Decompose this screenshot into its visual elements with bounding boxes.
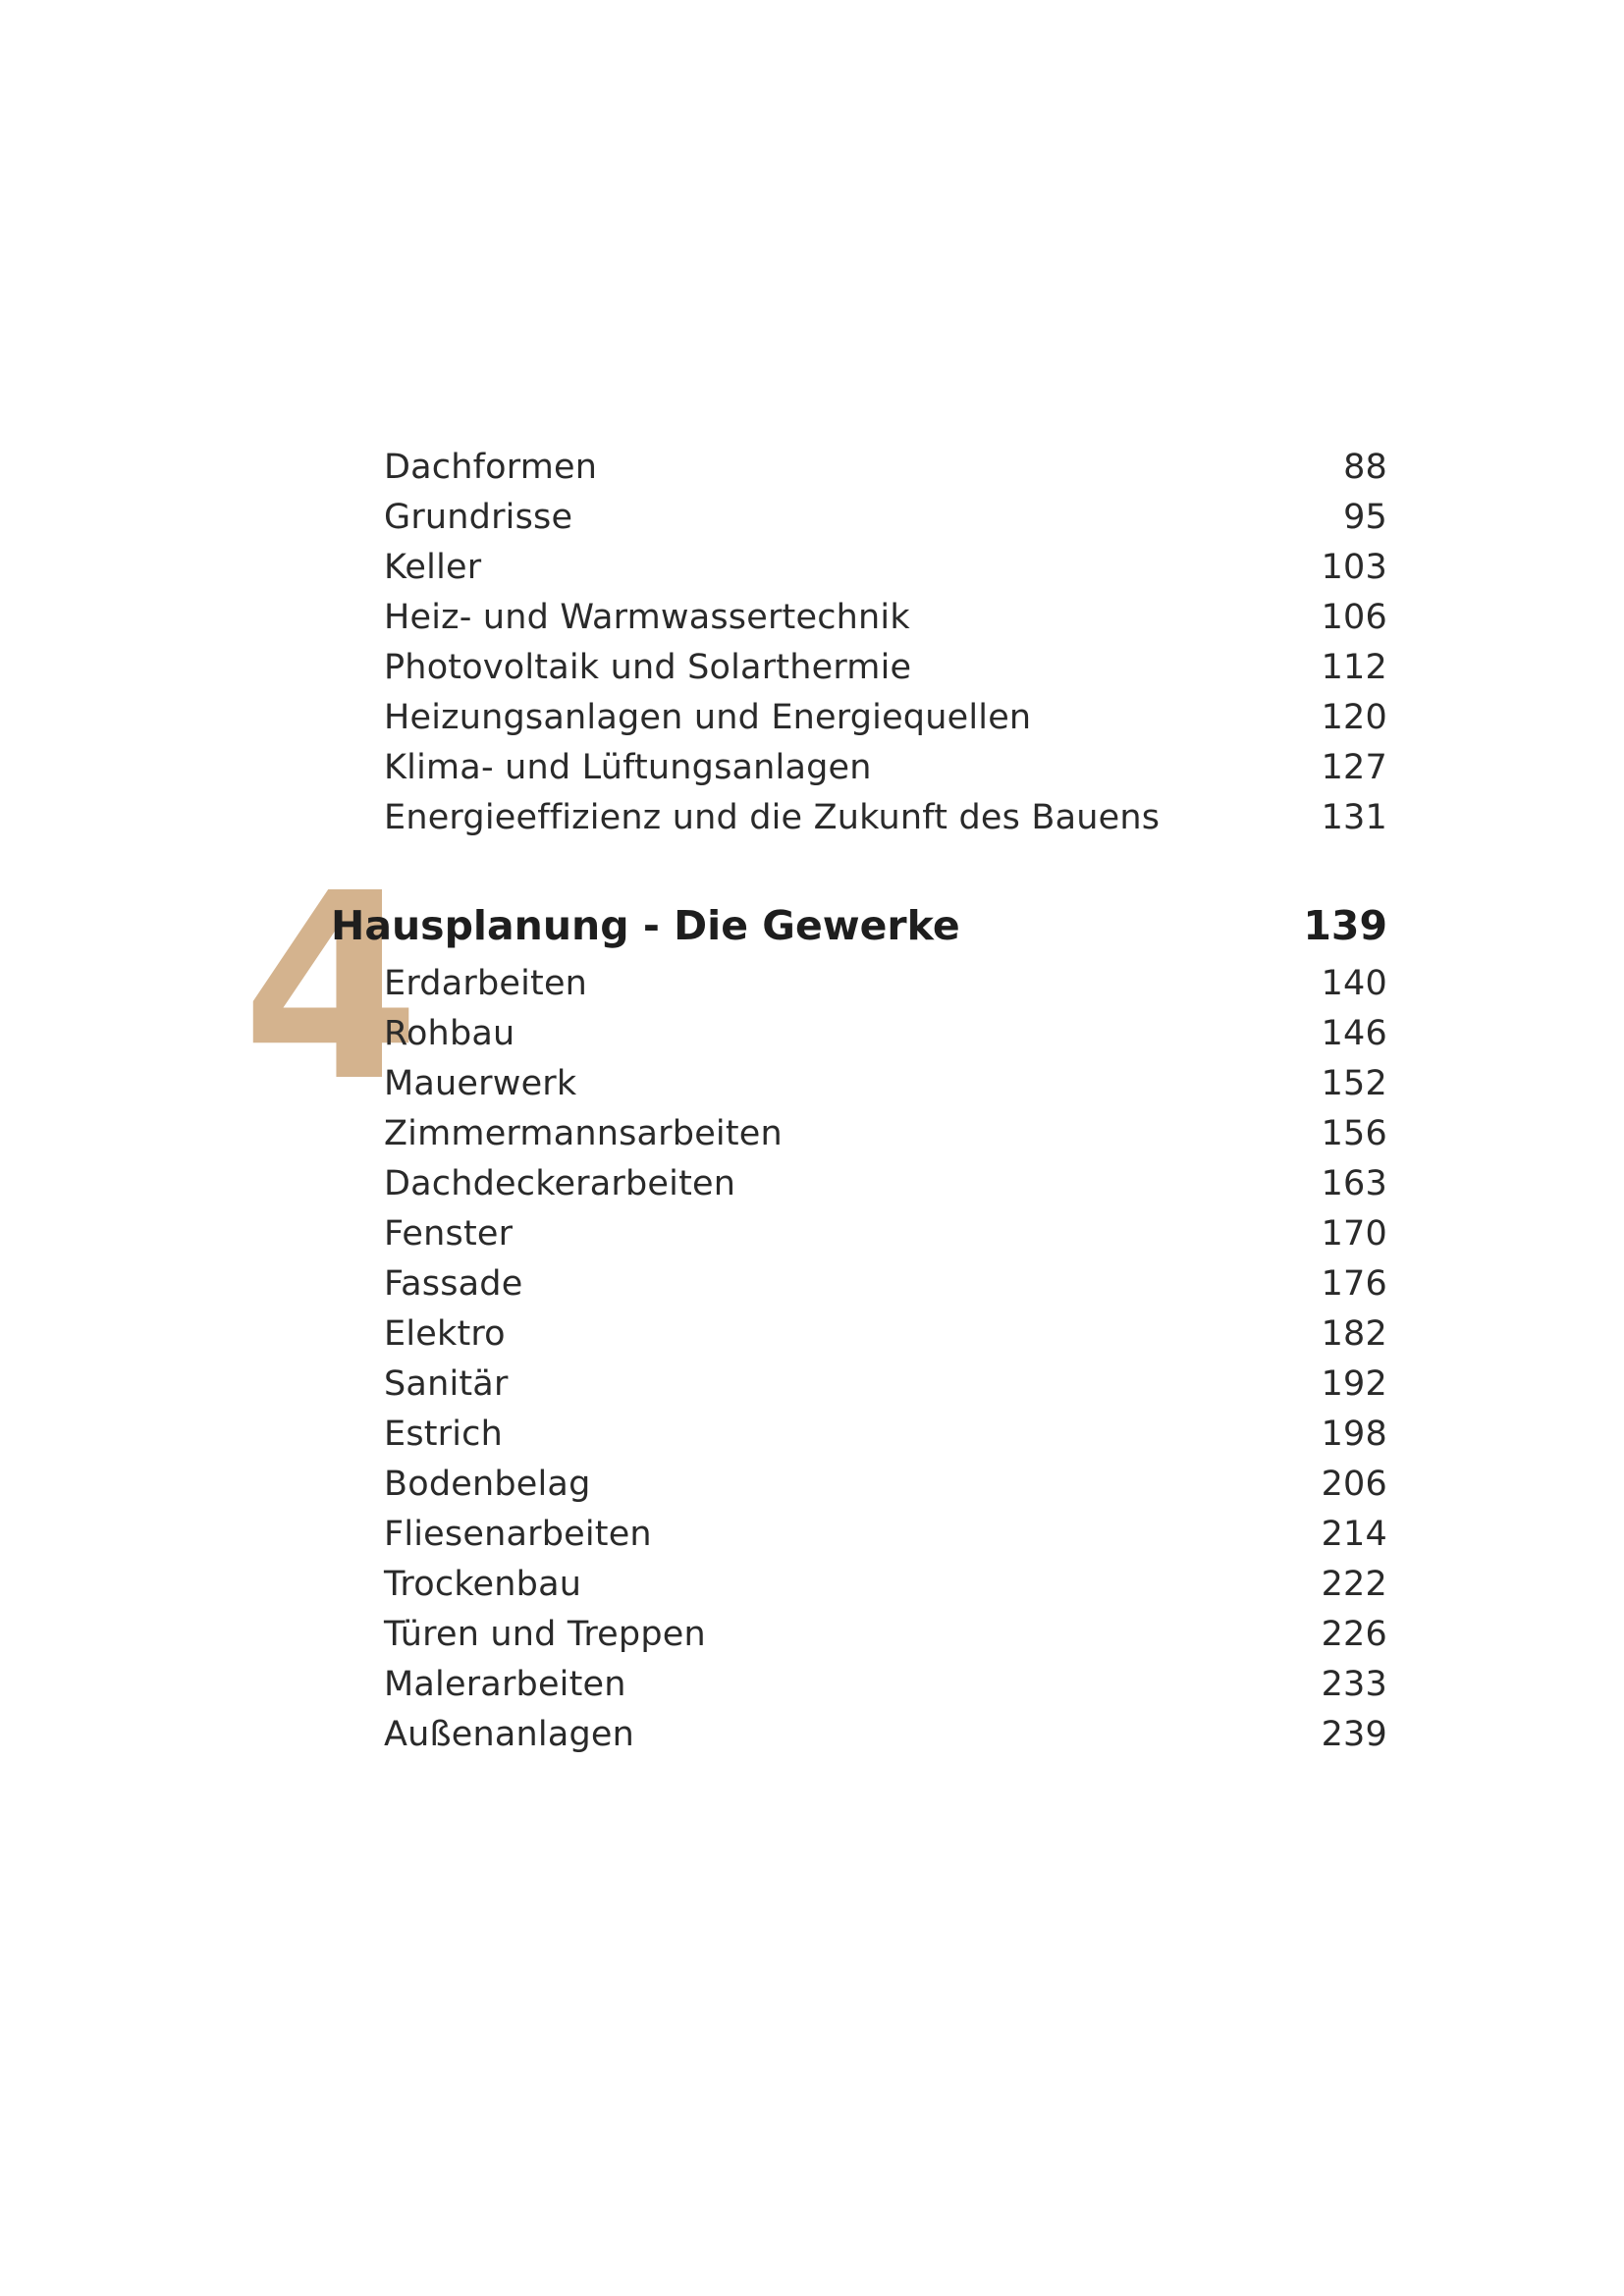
toc-entry-title: Zimmermannsarbeiten [384,1114,783,1153]
toc-entry-title: Dachdeckerarbeiten [384,1164,736,1203]
toc-entry [384,1109,1387,1159]
chapter-title: Hausplanung - Die Gewerke [331,902,960,949]
toc-entry [384,1410,1387,1460]
chapter-page: 139 [1303,902,1387,949]
toc-entry-page: 120 [1321,698,1387,737]
toc-entry-title: Estrich [384,1415,504,1454]
toc-entry [384,643,1387,693]
toc-entry-title: Energieeffizienz und die Zukunft des Bauens [384,798,1161,837]
toc-entry [384,1510,1387,1560]
toc-entry-title: Klima- und Lüftungsanlagen [384,748,872,787]
toc-entry-page: 192 [1321,1364,1387,1404]
toc-entry-page: 112 [1321,648,1387,687]
toc-entry-page: 140 [1321,964,1387,1003]
toc-entry-title: Fenster [384,1214,514,1254]
toc-entry-title: Photovoltaik und Solarthermie [384,648,912,687]
toc-entry-title: Sanitär [384,1364,509,1404]
toc-entry-title: Keller [384,548,482,587]
toc-entry [384,1209,1387,1259]
toc-entry-page: 206 [1321,1465,1387,1504]
toc-entry-page: 222 [1321,1565,1387,1604]
toc-entry [384,693,1387,743]
toc-entry-page: 106 [1321,598,1387,637]
toc-entry-page: 226 [1321,1615,1387,1654]
toc-entry-title: Rohbau [384,1014,515,1053]
toc-entry-page: 170 [1321,1214,1387,1254]
toc-entry [384,1009,1387,1059]
toc-entry-title: Malerarbeiten [384,1665,626,1704]
toc-entry [384,959,1387,1009]
toc-entry-title: Grundrisse [384,498,573,537]
toc-entry [384,1360,1387,1410]
toc-entry [384,1159,1387,1209]
chapter-heading [331,896,1387,955]
toc-entry-page: 127 [1321,748,1387,787]
toc-entry-page: 131 [1321,798,1387,837]
toc-entry [384,543,1387,593]
toc-entry-title: Trockenbau [384,1565,582,1604]
toc-entry-page: 239 [1321,1715,1387,1754]
toc-entry-page: 233 [1321,1665,1387,1704]
toc-entry [384,793,1387,843]
toc-entry-page: 182 [1321,1314,1387,1354]
toc-entry-page: 88 [1343,448,1387,487]
toc-entry [384,493,1387,543]
toc-entry-title: Heizungsanlagen und Energiequellen [384,698,1032,737]
toc-entry [384,1660,1387,1710]
toc-entry-title: Dachformen [384,448,598,487]
toc-entry [384,443,1387,493]
toc-entry-title: Bodenbelag [384,1465,591,1504]
toc-entry-page: 95 [1343,498,1387,537]
toc-entry-title: Mauerwerk [384,1064,577,1103]
toc-entry [384,743,1387,793]
toc-entry [384,1710,1387,1760]
toc-entry-page: 156 [1321,1114,1387,1153]
toc-entry-title: Elektro [384,1314,506,1354]
toc-entry-title: Erdarbeiten [384,964,588,1003]
toc-entry [384,1259,1387,1309]
toc-entry-page: 163 [1321,1164,1387,1203]
toc-entry-title: Türen und Treppen [384,1615,706,1654]
toc-entry-page: 198 [1321,1415,1387,1454]
toc-entry-title: Fassade [384,1264,523,1304]
toc-entry-page: 176 [1321,1264,1387,1304]
toc-entry-page: 152 [1321,1064,1387,1103]
toc-entry-title: Heiz- und Warmwassertechnik [384,598,910,637]
toc-entry [384,1059,1387,1109]
toc-entry-page: 103 [1321,548,1387,587]
toc-entry-title: Fliesenarbeiten [384,1515,652,1554]
toc-entry [384,1610,1387,1660]
toc-entry-page: 146 [1321,1014,1387,1053]
toc-entry-title: Außenanlagen [384,1715,635,1754]
toc-entry [384,1560,1387,1610]
toc-entry-page: 214 [1321,1515,1387,1554]
toc-entry [384,1460,1387,1510]
chapter-number: 4 [242,838,421,1138]
toc-entry [384,1309,1387,1360]
toc-entry [384,593,1387,643]
